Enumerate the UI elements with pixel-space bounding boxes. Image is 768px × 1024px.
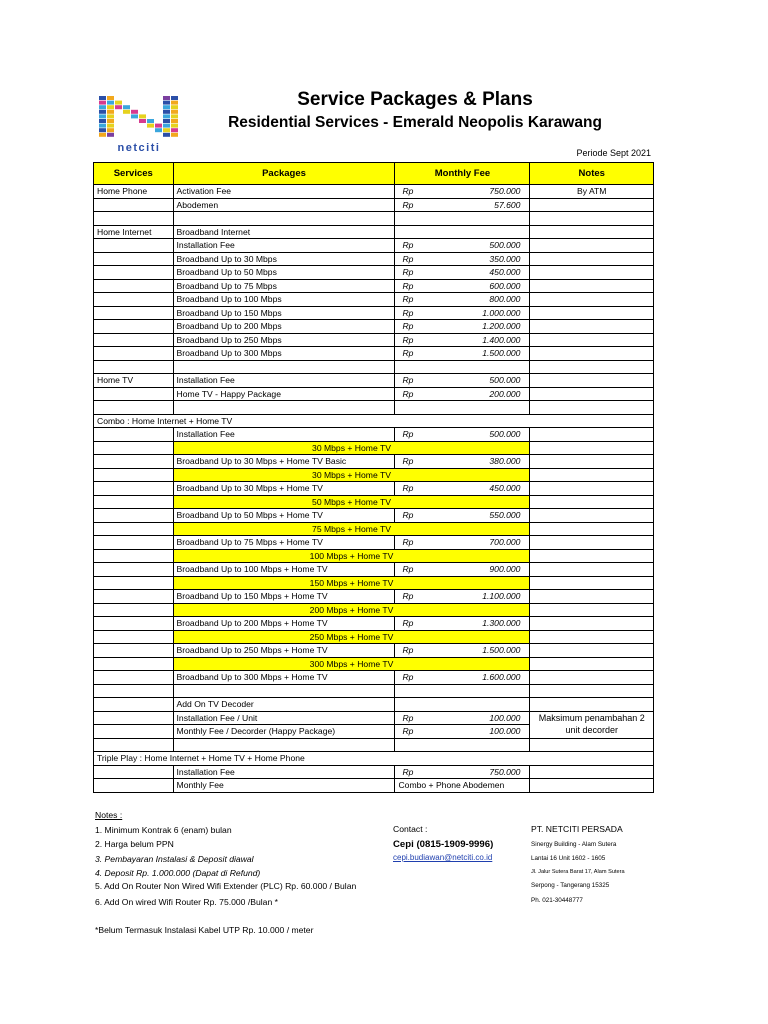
package-cell: Broadband Up to 75 Mbps + Home TV [173, 536, 395, 550]
notes-cell [530, 509, 654, 523]
empty-cell [173, 738, 395, 752]
table-row [94, 495, 654, 509]
currency-label: Rp [402, 564, 414, 574]
combo-highlight: 100 Mbps + Home TV [173, 549, 530, 563]
empty-cell [94, 684, 174, 698]
fee-amount: 1.200.000 [482, 321, 521, 331]
periode-label: Periode Sept 2021 [576, 148, 651, 158]
table-row [94, 279, 654, 293]
package-cell: Monthly Fee [173, 779, 395, 793]
service-cell [94, 644, 174, 658]
fee-amount: 800.000 [489, 294, 521, 304]
empty-cell [395, 212, 530, 226]
notes-cell [530, 576, 654, 590]
package-cell: Broadband Up to 100 Mbps + Home TV [173, 563, 395, 577]
table-row [94, 738, 654, 752]
fee-amount: 1.100.000 [482, 591, 521, 601]
fee-amount: 750.000 [489, 186, 521, 196]
notes-cell [530, 441, 654, 455]
table-row [94, 563, 654, 577]
fee-cell [395, 279, 530, 293]
service-cell [94, 617, 174, 631]
col-header-packages: Packages [173, 163, 395, 185]
fee-amount: 600.000 [489, 280, 521, 291]
service-cell [94, 266, 174, 280]
currency-label: Rp [402, 280, 414, 291]
service-cell [94, 320, 174, 334]
currency-label: Rp [402, 591, 414, 601]
currency-label: Rp [402, 267, 414, 277]
fee-amount: 450.000 [489, 267, 521, 277]
contact-label: Contact : [393, 824, 428, 834]
package-cell: Broadband Up to 150 Mbps [173, 306, 395, 320]
table-row [94, 617, 654, 631]
package-cell: Broadband Up to 300 Mbps [173, 347, 395, 361]
currency-label: Rp [402, 321, 414, 331]
notes-cell [530, 630, 654, 644]
notes-cell [530, 617, 654, 631]
fee-cell [395, 482, 530, 496]
notes-cell [530, 455, 654, 469]
combo-highlight: 300 Mbps + Home TV [173, 657, 530, 671]
service-cell [94, 657, 174, 671]
company-address-line: Serpong - Tangerang 15325 [531, 882, 610, 889]
empty-cell [530, 360, 654, 374]
package-cell: Activation Fee [173, 185, 395, 199]
service-cell [94, 671, 174, 685]
notes-cell [530, 266, 654, 280]
currency-label: Rp [402, 375, 414, 385]
table-row [94, 468, 654, 482]
currency-label: Rp [402, 618, 414, 628]
fee-amount: 500.000 [489, 429, 521, 439]
fee-cell [395, 428, 530, 442]
fee-cell [395, 306, 530, 320]
fee-amount: 550.000 [489, 510, 521, 520]
fee-cell: Combo + Phone Abodemen [395, 779, 530, 793]
combo-highlight: 30 Mbps + Home TV [173, 441, 530, 455]
fee-cell [395, 590, 530, 604]
package-cell: Broadband Up to 30 Mbps + Home TV Basic [173, 455, 395, 469]
notes-cell [530, 306, 654, 320]
empty-cell [530, 401, 654, 415]
contact-name: Cepi (0815-1909-9996) [393, 839, 494, 850]
currency-label: Rp [402, 766, 414, 777]
table-row [94, 360, 654, 374]
table-row [94, 603, 654, 617]
notes-cell: Maksimum penambahan 2 unit decorder [530, 711, 654, 738]
page-title: Service Packages & Plans [297, 89, 533, 110]
currency-label: Rp [402, 537, 414, 547]
currency-label: Rp [402, 672, 414, 682]
fee-cell [395, 671, 530, 685]
fee-amount: 57.600 [494, 199, 521, 210]
package-cell: Installation Fee [173, 765, 395, 779]
service-cell [94, 630, 174, 644]
combo-highlight: 250 Mbps + Home TV [173, 630, 530, 644]
table-row [94, 212, 654, 226]
service-cell [94, 495, 174, 509]
note-item: 2. Harga belum PPN [95, 839, 174, 849]
package-cell: Broadband Up to 50 Mbps + Home TV [173, 509, 395, 523]
note-footnote: *Belum Termasuk Instalasi Kabel UTP Rp. 10.000 / meter [95, 925, 314, 935]
table-row [94, 239, 654, 253]
package-cell: Installation Fee [173, 428, 395, 442]
service-cell [94, 725, 174, 739]
fee-cell [395, 252, 530, 266]
table-row [94, 684, 654, 698]
combo-highlight: 30 Mbps + Home TV [173, 468, 530, 482]
package-cell: Installation Fee [173, 374, 395, 388]
note-item: 5. Add On Router Non Wired Wifi Extender (PLC) Rp. 60.000 / Bulan [95, 881, 357, 891]
service-cell [94, 387, 174, 401]
notes-cell [530, 563, 654, 577]
packages-table [93, 162, 654, 793]
fee-cell [395, 333, 530, 347]
table-row [94, 293, 654, 307]
currency-label: Rp [402, 388, 414, 399]
package-cell: Monthly Fee / Decorder (Happy Package) [173, 725, 395, 739]
service-cell [94, 347, 174, 361]
fee-amount: 900.000 [489, 564, 521, 574]
table-row [94, 306, 654, 320]
company-name: PT. NETCITI PERSADA [531, 824, 623, 834]
notes-cell [530, 590, 654, 604]
notes-cell [530, 279, 654, 293]
note-item: 1. Minimum Kontrak 6 (enam) bulan [95, 825, 232, 835]
netciti-logo [93, 95, 185, 153]
service-cell [94, 252, 174, 266]
fee-cell [395, 455, 530, 469]
section-label: Combo : Home Internet + Home TV [94, 414, 654, 428]
currency-label: Rp [402, 348, 414, 358]
table-row [94, 590, 654, 604]
notes-cell [530, 536, 654, 550]
company-phone: Ph. 021-30448777 [531, 897, 583, 904]
notes-cell [530, 428, 654, 442]
currency-label: Rp [402, 456, 414, 466]
package-cell: Broadband Up to 250 Mbps + Home TV [173, 644, 395, 658]
empty-cell [173, 684, 395, 698]
empty-cell [395, 738, 530, 752]
service-cell [94, 509, 174, 523]
empty-cell [173, 360, 395, 374]
notes-cell [530, 657, 654, 671]
table-row [94, 536, 654, 550]
note-item: 4. Deposit Rp. 1.000.000 (Dapat di Refund) [95, 868, 261, 878]
service-cell [94, 468, 174, 482]
package-cell: Broadband Up to 300 Mbps + Home TV [173, 671, 395, 685]
service-cell [94, 428, 174, 442]
fee-amount: 500.000 [489, 375, 521, 385]
notes-cell [530, 482, 654, 496]
table-row [94, 266, 654, 280]
notes-cell [530, 468, 654, 482]
empty-cell [94, 360, 174, 374]
service-cell [94, 549, 174, 563]
company-address-line: Lantai 16 Unit 1602 - 1605 [531, 855, 606, 862]
service-cell [94, 698, 174, 712]
currency-label: Rp [402, 253, 414, 264]
fee-amount: 350.000 [489, 253, 521, 264]
currency-label: Rp [402, 334, 414, 345]
note-item: 6. Add On wired Wifi Router Rp. 75.000 /Bulan * [95, 897, 278, 907]
service-cell [94, 522, 174, 536]
package-cell: Add On TV Decoder [173, 698, 395, 712]
service-cell [94, 482, 174, 496]
service-cell [94, 590, 174, 604]
notes-cell [530, 347, 654, 361]
package-cell: Broadband Up to 75 Mbps [173, 279, 395, 293]
empty-cell [395, 684, 530, 698]
table-row [94, 374, 654, 388]
table-row [94, 549, 654, 563]
service-cell [94, 576, 174, 590]
package-cell: Broadband Up to 30 Mbps [173, 252, 395, 266]
fee-cell [395, 617, 530, 631]
notes-cell [530, 293, 654, 307]
table-row [94, 428, 654, 442]
table-row [94, 765, 654, 779]
currency-label: Rp [402, 510, 414, 520]
table-row [94, 225, 654, 239]
page-subtitle: Residential Services - Emerald Neopolis Karawang [228, 114, 602, 131]
service-cell [94, 333, 174, 347]
fee-cell [395, 711, 530, 725]
service-cell [94, 603, 174, 617]
fee-amount: 1.500.000 [482, 645, 521, 655]
currency-label: Rp [402, 726, 414, 736]
package-cell: Broadband Internet [173, 225, 395, 239]
table-row [94, 522, 654, 536]
fee-cell [395, 563, 530, 577]
fee-cell [395, 266, 530, 280]
service-cell [94, 536, 174, 550]
empty-cell [94, 212, 174, 226]
table-row [94, 779, 654, 793]
fee-amount: 200.000 [489, 388, 521, 399]
notes-cell [530, 522, 654, 536]
combo-highlight: 50 Mbps + Home TV [173, 495, 530, 509]
service-cell [94, 239, 174, 253]
table-row [94, 482, 654, 496]
notes-cell [530, 239, 654, 253]
company-address-line: Sinergy Building - Alam Sutera [531, 841, 617, 848]
notes-cell [530, 765, 654, 779]
empty-cell [94, 401, 174, 415]
fee-amount: 1.600.000 [482, 672, 521, 682]
notes-cell [530, 225, 654, 239]
logo-text: netciti [117, 142, 161, 153]
section-label: Triple Play : Home Internet + Home TV + Home Phone [94, 752, 654, 766]
package-cell: Abodemen [173, 198, 395, 212]
service-cell [94, 279, 174, 293]
combo-highlight: 150 Mbps + Home TV [173, 576, 530, 590]
table-row [94, 657, 654, 671]
table-row [94, 185, 654, 199]
currency-label: Rp [402, 199, 414, 210]
table-row [94, 401, 654, 415]
notes-cell [530, 387, 654, 401]
fee-amount: 1.300.000 [482, 618, 521, 628]
service-cell [94, 711, 174, 725]
table-row [94, 198, 654, 212]
currency-label: Rp [402, 645, 414, 655]
col-header-monthly-fee: Monthly Fee [395, 163, 530, 185]
fee-amount: 1.500.000 [482, 348, 521, 358]
fee-cell [395, 644, 530, 658]
package-cell: Broadband Up to 50 Mbps [173, 266, 395, 280]
fee-cell [395, 239, 530, 253]
service-cell [94, 441, 174, 455]
table-row [94, 644, 654, 658]
combo-highlight: 75 Mbps + Home TV [173, 522, 530, 536]
fee-amount: 500.000 [489, 240, 521, 250]
table-row [94, 252, 654, 266]
fee-amount: 380.000 [489, 456, 521, 466]
notes-cell [530, 779, 654, 793]
package-cell: Broadband Up to 150 Mbps + Home TV [173, 590, 395, 604]
notes-cell [530, 198, 654, 212]
currency-label: Rp [402, 240, 414, 250]
currency-label: Rp [402, 429, 414, 439]
table-header-row [94, 163, 654, 185]
table-row [94, 752, 654, 766]
table-row [94, 387, 654, 401]
currency-label: Rp [402, 307, 414, 318]
service-cell [94, 198, 174, 212]
package-cell: Broadband Up to 30 Mbps + Home TV [173, 482, 395, 496]
service-cell [94, 293, 174, 307]
service-cell [94, 306, 174, 320]
note-item: 3. Pembayaran Instalasi & Deposit diawal [95, 854, 254, 864]
fee-cell [395, 765, 530, 779]
contact-email-link[interactable]: cepi.budiawan@netciti.co.id [393, 853, 493, 862]
empty-cell [530, 684, 654, 698]
table-row [94, 698, 654, 712]
service-cell: Home TV [94, 374, 174, 388]
fee-cell [395, 185, 530, 199]
notes-cell [530, 252, 654, 266]
empty-cell [94, 738, 174, 752]
fee-cell [395, 225, 530, 239]
fee-amount: 450.000 [489, 483, 521, 493]
empty-cell [173, 401, 395, 415]
fee-cell [395, 374, 530, 388]
package-cell: Broadband Up to 250 Mbps [173, 333, 395, 347]
currency-label: Rp [402, 483, 414, 493]
table-row [94, 711, 654, 725]
table-row [94, 509, 654, 523]
package-cell: Installation Fee / Unit [173, 711, 395, 725]
service-cell [94, 455, 174, 469]
table-row [94, 671, 654, 685]
table-row [94, 320, 654, 334]
empty-cell [530, 212, 654, 226]
fee-cell [395, 509, 530, 523]
package-cell: Broadband Up to 200 Mbps + Home TV [173, 617, 395, 631]
fee-amount: 100.000 [489, 726, 521, 736]
package-cell: Home TV - Happy Package [173, 387, 395, 401]
table-row [94, 630, 654, 644]
empty-cell [395, 360, 530, 374]
fee-amount: 1.000.000 [482, 307, 521, 318]
package-cell: Broadband Up to 100 Mbps [173, 293, 395, 307]
currency-label: Rp [402, 294, 414, 304]
table-row [94, 455, 654, 469]
table-row [94, 333, 654, 347]
notes-cell [530, 549, 654, 563]
fee-cell [395, 293, 530, 307]
notes-cell [530, 374, 654, 388]
col-header-notes: Notes [530, 163, 654, 185]
currency-label: Rp [402, 186, 414, 196]
fee-cell [395, 725, 530, 739]
notes-cell [530, 698, 654, 712]
service-cell [94, 779, 174, 793]
fee-cell [395, 698, 530, 712]
notes-cell [530, 603, 654, 617]
notes-cell: By ATM [530, 185, 654, 199]
table-row [94, 441, 654, 455]
notes-cell [530, 495, 654, 509]
fee-cell [395, 536, 530, 550]
fee-amount: 1.400.000 [482, 334, 521, 345]
table-row [94, 414, 654, 428]
service-cell: Home Phone [94, 185, 174, 199]
notes-cell [530, 644, 654, 658]
package-cell: Broadband Up to 200 Mbps [173, 320, 395, 334]
company-address-line: Jl. Jalur Sutera Barat 17, Alam Sutera [531, 869, 625, 875]
service-cell: Home Internet [94, 225, 174, 239]
notes-heading: Notes : [95, 810, 123, 820]
combo-highlight: 200 Mbps + Home TV [173, 603, 530, 617]
table-row [94, 576, 654, 590]
empty-cell [173, 212, 395, 226]
col-header-services: Services [94, 163, 174, 185]
service-cell [94, 765, 174, 779]
fee-amount: 100.000 [489, 712, 521, 723]
service-cell [94, 563, 174, 577]
currency-label: Rp [402, 712, 414, 723]
table-row [94, 347, 654, 361]
empty-cell [395, 401, 530, 415]
fee-amount: 750.000 [489, 766, 521, 777]
package-cell: Installation Fee [173, 239, 395, 253]
fee-cell [395, 387, 530, 401]
fee-cell [395, 198, 530, 212]
notes-cell [530, 320, 654, 334]
fee-amount: 700.000 [489, 537, 521, 547]
empty-cell [530, 738, 654, 752]
fee-cell [395, 347, 530, 361]
notes-cell [530, 333, 654, 347]
fee-cell [395, 320, 530, 334]
notes-cell [530, 671, 654, 685]
